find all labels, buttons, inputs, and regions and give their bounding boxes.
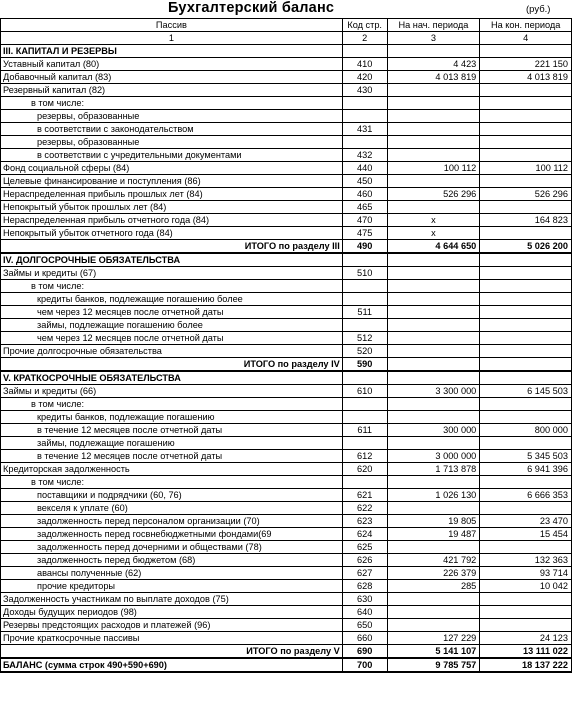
row-end-value — [480, 110, 572, 123]
row-start-value — [387, 306, 480, 319]
row-label: Резервный капитал (82) — [1, 84, 343, 97]
row-code — [342, 136, 387, 149]
row-label: ИТОГО по разделу III — [1, 240, 343, 254]
row-start-value: 285 — [387, 580, 480, 593]
row-label: III. КАПИТАЛ И РЕЗЕРВЫ — [1, 45, 343, 58]
row-label: Прочие краткосрочные пассивы — [1, 632, 343, 645]
row-start-value: 19 487 — [387, 528, 480, 541]
table-row — [1, 385, 572, 398]
row-code: 650 — [342, 619, 387, 632]
table-row — [1, 567, 572, 580]
row-code: 510 — [342, 267, 387, 280]
row-end-value — [480, 293, 572, 306]
row-start-value — [387, 110, 480, 123]
row-label: V. КРАТКОСРОЧНЫЕ ОБЯЗАТЕЛЬСТВА — [1, 371, 343, 385]
row-start-value: 4 423 — [387, 58, 480, 71]
table-row — [1, 358, 572, 372]
row-end-value — [480, 593, 572, 606]
table-row — [1, 658, 572, 672]
row-code: 626 — [342, 554, 387, 567]
row-end-value — [480, 306, 572, 319]
row-end-value: 800 000 — [480, 424, 572, 437]
table-row — [1, 123, 572, 136]
row-code: 690 — [342, 645, 387, 659]
row-code — [342, 398, 387, 411]
row-label: кредиты банков, подлежащие погашению — [1, 411, 343, 424]
table-row — [1, 214, 572, 227]
header-num-2: 2 — [342, 32, 387, 45]
row-end-value — [480, 201, 572, 214]
row-code: 470 — [342, 214, 387, 227]
table-row — [1, 227, 572, 240]
row-code — [342, 319, 387, 332]
table-row — [1, 528, 572, 541]
table-row — [1, 580, 572, 593]
row-label: в соответствии с учредительными документами — [1, 149, 343, 162]
row-end-value — [480, 123, 572, 136]
row-end-value — [480, 398, 572, 411]
table-row — [1, 515, 572, 528]
row-code: 640 — [342, 606, 387, 619]
row-code: 432 — [342, 149, 387, 162]
table-row — [1, 319, 572, 332]
table-row — [1, 554, 572, 567]
row-end-value — [480, 280, 572, 293]
row-code — [342, 280, 387, 293]
row-end-value — [480, 84, 572, 97]
header-end: На кон. периода — [480, 19, 572, 32]
row-start-value — [387, 97, 480, 110]
row-start-value: 526 296 — [387, 188, 480, 201]
row-start-value — [387, 253, 480, 267]
row-label: авансы полученные (62) — [1, 567, 343, 580]
row-code: 628 — [342, 580, 387, 593]
table-row — [1, 593, 572, 606]
table-row — [1, 306, 572, 319]
row-end-value — [480, 345, 572, 358]
table-row — [1, 463, 572, 476]
row-start-value: 127 229 — [387, 632, 480, 645]
row-end-value: 6 941 396 — [480, 463, 572, 476]
row-code: 420 — [342, 71, 387, 84]
row-start-value — [387, 280, 480, 293]
row-label: задолженность перед дочерними и обществами (78) — [1, 541, 343, 554]
row-start-value — [387, 293, 480, 306]
row-code: 627 — [342, 567, 387, 580]
row-label: Добавочный капитал (83) — [1, 71, 343, 84]
row-start-value: x — [387, 227, 480, 240]
row-start-value: 421 792 — [387, 554, 480, 567]
row-code — [342, 253, 387, 267]
row-end-value — [480, 227, 572, 240]
table-row — [1, 58, 572, 71]
row-start-value — [387, 149, 480, 162]
row-code: 460 — [342, 188, 387, 201]
row-end-value: 221 150 — [480, 58, 572, 71]
row-label: Нераспределенная прибыль прошлых лет (84) — [1, 188, 343, 201]
row-code: 465 — [342, 201, 387, 214]
row-code: 612 — [342, 450, 387, 463]
table-row — [1, 188, 572, 201]
table-row — [1, 437, 572, 450]
row-start-value: 3 300 000 — [387, 385, 480, 398]
row-start-value — [387, 593, 480, 606]
row-label: в том числе: — [1, 398, 343, 411]
table-row — [1, 489, 572, 502]
row-code: 610 — [342, 385, 387, 398]
row-label: Резервы предстоящих расходов и платежей (96) — [1, 619, 343, 632]
header-start: На нач. периода — [387, 19, 480, 32]
row-end-value — [480, 371, 572, 385]
row-start-value — [387, 175, 480, 188]
row-end-value — [480, 267, 572, 280]
row-end-value — [480, 253, 572, 267]
row-end-value: 24 123 — [480, 632, 572, 645]
table-row — [1, 136, 572, 149]
row-start-value: 3 000 000 — [387, 450, 480, 463]
row-label: займы, подлежащие погашению более — [1, 319, 343, 332]
row-end-value — [480, 136, 572, 149]
row-code: 660 — [342, 632, 387, 645]
row-code: 620 — [342, 463, 387, 476]
row-start-value — [387, 541, 480, 554]
row-start-value: 1 713 878 — [387, 463, 480, 476]
row-start-value — [387, 371, 480, 385]
row-end-value — [480, 619, 572, 632]
document-title: Бухгалтерский баланс — [168, 0, 335, 16]
row-code: 450 — [342, 175, 387, 188]
row-start-value: 4 013 819 — [387, 71, 480, 84]
row-start-value — [387, 45, 480, 58]
row-start-value: 4 644 650 — [387, 240, 480, 254]
row-start-value: 1 026 130 — [387, 489, 480, 502]
row-end-value — [480, 97, 572, 110]
row-code: 430 — [342, 84, 387, 97]
row-start-value — [387, 476, 480, 489]
row-start-value — [387, 606, 480, 619]
row-end-value — [480, 332, 572, 345]
row-label: резервы, образованные — [1, 110, 343, 123]
row-end-value — [480, 319, 572, 332]
table-row — [1, 71, 572, 84]
row-label: векселя к уплате (60) — [1, 502, 343, 515]
row-code — [342, 411, 387, 424]
row-start-value: 226 379 — [387, 567, 480, 580]
table-row — [1, 175, 572, 188]
table-row — [1, 267, 572, 280]
row-code: 512 — [342, 332, 387, 345]
row-start-value — [387, 411, 480, 424]
table-row — [1, 201, 572, 214]
row-code: 621 — [342, 489, 387, 502]
row-label: в соответствии с законодательством — [1, 123, 343, 136]
row-end-value: 6 145 503 — [480, 385, 572, 398]
row-code — [342, 293, 387, 306]
row-start-value — [387, 201, 480, 214]
table-row — [1, 280, 572, 293]
row-start-value — [387, 267, 480, 280]
row-label: задолженность перед госвнебюджетными фондами(69 — [1, 528, 343, 541]
row-code: 475 — [342, 227, 387, 240]
liabilities-table — [0, 18, 572, 673]
row-code: 611 — [342, 424, 387, 437]
row-label: Целевые финансирование и поступления (86) — [1, 175, 343, 188]
table-row — [1, 253, 572, 267]
row-label: в течение 12 месяцев после отчетной даты — [1, 424, 343, 437]
row-label: прочие кредиторы — [1, 580, 343, 593]
row-label: IV. ДОЛГОСРОЧНЫЕ ОБЯЗАТЕЛЬСТВА — [1, 253, 343, 267]
row-label: Непокрытый убыток прошлых лет (84) — [1, 201, 343, 214]
header-passive: Пассив — [1, 19, 343, 32]
row-label: чем через 12 месяцев после отчетной даты — [1, 332, 343, 345]
row-start-value: 5 141 107 — [387, 645, 480, 659]
row-code: 431 — [342, 123, 387, 136]
row-code: 440 — [342, 162, 387, 175]
row-label: Доходы будущих периодов (98) — [1, 606, 343, 619]
row-label: Нераспределенная прибыль отчетного года (84) — [1, 214, 343, 227]
table-row — [1, 541, 572, 554]
row-end-value: 100 112 — [480, 162, 572, 175]
row-code: 590 — [342, 358, 387, 372]
row-start-value — [387, 136, 480, 149]
row-end-value: 164 823 — [480, 214, 572, 227]
row-start-value — [387, 398, 480, 411]
row-end-value — [480, 541, 572, 554]
row-code: 622 — [342, 502, 387, 515]
row-label: чем через 12 месяцев после отчетной даты — [1, 306, 343, 319]
row-end-value: 13 111 022 — [480, 645, 572, 659]
row-label: Займы и кредиты (67) — [1, 267, 343, 280]
table-row — [1, 240, 572, 254]
row-label: ИТОГО по разделу V — [1, 645, 343, 659]
table-row — [1, 149, 572, 162]
row-code — [342, 97, 387, 110]
row-code — [342, 437, 387, 450]
header-num-4: 4 — [480, 32, 572, 45]
table-row — [1, 502, 572, 515]
row-start-value: x — [387, 214, 480, 227]
row-label: задолженность перед бюджетом (68) — [1, 554, 343, 567]
row-code: 624 — [342, 528, 387, 541]
row-label: поставщики и подрядчики (60, 76) — [1, 489, 343, 502]
table-row — [1, 398, 572, 411]
row-label: Займы и кредиты (66) — [1, 385, 343, 398]
table-row — [1, 162, 572, 175]
row-start-value: 19 805 — [387, 515, 480, 528]
currency-unit: (руб.) — [526, 4, 551, 15]
row-start-value: 9 785 757 — [387, 658, 480, 672]
row-label: ИТОГО по разделу IV — [1, 358, 343, 372]
row-start-value — [387, 358, 480, 372]
title-row — [0, 0, 573, 18]
row-code: 490 — [342, 240, 387, 254]
row-end-value: 5 345 503 — [480, 450, 572, 463]
table-header-row — [1, 19, 572, 32]
row-label: Непокрытый убыток отчетного года (84) — [1, 227, 343, 240]
row-code: 511 — [342, 306, 387, 319]
row-code — [342, 371, 387, 385]
row-label: Кредиторская задолженность — [1, 463, 343, 476]
row-start-value — [387, 332, 480, 345]
header-num-1: 1 — [1, 32, 343, 45]
row-start-value — [387, 84, 480, 97]
table-row — [1, 345, 572, 358]
row-start-value — [387, 619, 480, 632]
row-label: в течение 12 месяцев после отчетной даты — [1, 450, 343, 463]
table-row — [1, 45, 572, 58]
table-column-numbers-row — [1, 32, 572, 45]
table-row — [1, 84, 572, 97]
table-row — [1, 476, 572, 489]
row-start-value — [387, 123, 480, 136]
row-code: 700 — [342, 658, 387, 672]
table-row — [1, 110, 572, 123]
row-end-value — [480, 437, 572, 450]
row-label: займы, подлежащие погашению — [1, 437, 343, 450]
table-row — [1, 632, 572, 645]
row-code: 410 — [342, 58, 387, 71]
row-code: 625 — [342, 541, 387, 554]
table-row — [1, 619, 572, 632]
row-end-value — [480, 175, 572, 188]
row-code: 520 — [342, 345, 387, 358]
row-end-value — [480, 502, 572, 515]
row-code — [342, 476, 387, 489]
row-end-value — [480, 45, 572, 58]
row-label: в том числе: — [1, 476, 343, 489]
row-label: Задолженность участникам по выплате доходов (75) — [1, 593, 343, 606]
row-end-value — [480, 411, 572, 424]
row-start-value: 300 000 — [387, 424, 480, 437]
table-row — [1, 645, 572, 659]
row-end-value — [480, 606, 572, 619]
row-label: Прочие долгосрочные обязательства — [1, 345, 343, 358]
row-start-value — [387, 502, 480, 515]
row-code — [342, 110, 387, 123]
row-end-value: 93 714 — [480, 567, 572, 580]
row-end-value: 5 026 200 — [480, 240, 572, 254]
table-row — [1, 332, 572, 345]
row-start-value — [387, 345, 480, 358]
row-label: кредиты банков, подлежащие погашению более — [1, 293, 343, 306]
table-row — [1, 450, 572, 463]
row-end-value: 15 454 — [480, 528, 572, 541]
row-end-value: 526 296 — [480, 188, 572, 201]
row-code — [342, 45, 387, 58]
row-label: резервы, образованные — [1, 136, 343, 149]
header-num-3: 3 — [387, 32, 480, 45]
row-label: Фонд социальной сферы (84) — [1, 162, 343, 175]
row-label: в том числе: — [1, 280, 343, 293]
row-start-value — [387, 319, 480, 332]
row-code: 630 — [342, 593, 387, 606]
row-end-value — [480, 149, 572, 162]
row-start-value: 100 112 — [387, 162, 480, 175]
table-row — [1, 293, 572, 306]
row-end-value: 23 470 — [480, 515, 572, 528]
row-end-value: 6 666 353 — [480, 489, 572, 502]
table-row — [1, 424, 572, 437]
table-row — [1, 606, 572, 619]
row-label: БАЛАНС (сумма строк 490+590+690) — [1, 658, 343, 672]
row-label: задолженность перед персоналом организации (70) — [1, 515, 343, 528]
header-code: Код стр. — [342, 19, 387, 32]
row-label: в том числе: — [1, 97, 343, 110]
row-end-value: 18 137 222 — [480, 658, 572, 672]
row-code: 623 — [342, 515, 387, 528]
table-row — [1, 97, 572, 110]
row-label: Уставный капитал (80) — [1, 58, 343, 71]
row-end-value: 4 013 819 — [480, 71, 572, 84]
row-end-value — [480, 476, 572, 489]
table-row — [1, 411, 572, 424]
row-start-value — [387, 437, 480, 450]
table-row — [1, 371, 572, 385]
row-end-value: 10 042 — [480, 580, 572, 593]
row-end-value — [480, 358, 572, 372]
row-end-value: 132 363 — [480, 554, 572, 567]
